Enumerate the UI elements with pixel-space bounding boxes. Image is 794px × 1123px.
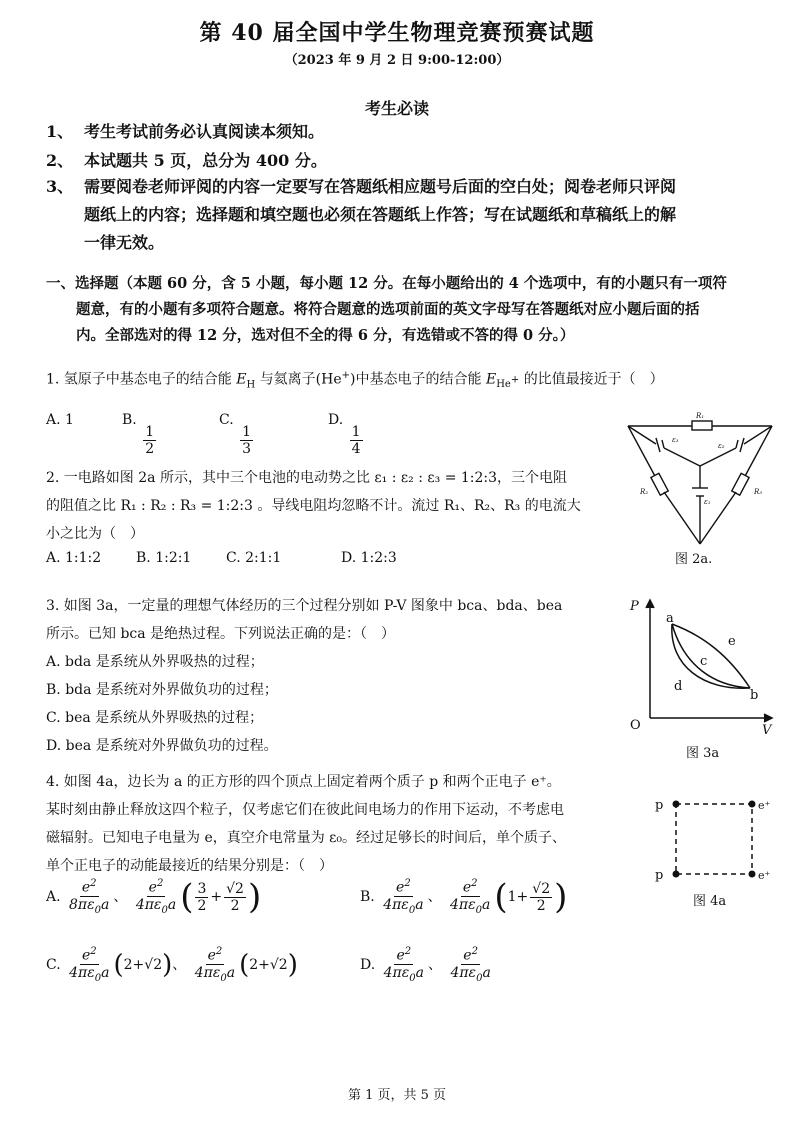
label-e3: ε₃ [672,436,679,444]
section-line: 题意，有的小题有多项符合题意。将符合题意的选项前面的英文字母写在答题纸对应小题后面的括 [76,301,700,318]
curve-d-label: d [674,679,683,694]
label-r2: R₂ [640,488,649,496]
question-1-stem: 1. 氢原子中基态电子的结合能 $E_H$ 与氦离子(He+)中基态电子的结合能 $E_{He^+}$ 的比值最接近于（ ） [46,370,664,391]
axis-p-label: P [630,599,639,614]
option-b: B. bda 是系统对外界做负功的过程； [46,682,278,698]
figure-3a-caption: 图 3a [686,746,720,761]
option-b: B. 1:2:1 [136,550,192,566]
point-b-label: b [750,688,759,703]
question-2-stem: 2. 一电路如图 2a 所示，其中三个电池的电动势之比 ε₁ : ε₂ : ε₃ = 1:2:3，三个电阻 的阻值之比 R₁ : R₂ : R₃ = 1:2:3 。导线电阻均忽略不计。流过 R₁、R₂、R₃ 的电流大 小之比为（ ） [46,470,581,542]
question-4-option-a: A. $\frac{e^2}{8\pi\varepsilon_0a}$ 、 $\frac{e^2}{4\pi\varepsilon_0a}$ ( $\frac{3}{2}$ + $\frac{√2}{2}$ ) [46,877,262,918]
curve-c-label: c [700,654,708,669]
question-4-option-d: D. $\frac{e^2}{4\pi\varepsilon_0a}$ 、 $\frac{e^2}{4\pi\varepsilon_0a}$ [360,946,491,984]
option-c: C. $\frac{1}{3}$ [219,412,252,457]
notice-text: 题纸上的内容；选择题和填空题也必须在答题纸上作答；写在试题纸和草稿纸上的解 [84,205,677,224]
notice-item-2 [46,146,786,175]
question-3-stem: 3. 如图 3a，一定量的理想气体经历的三个过程分别如 P-V 图象中 bca、bda、bea 所示。已知 bca 是绝热过程。下列说法正确的是：（ ） A. bda 是系统从外界吸热的过程； B. bda 是系统对外界做负功的过程； C. bea 是系统从外界吸热的过程； D. bea 是系统对外界做负功的过程。 [46,592,562,760]
option-d: D. 1:2:3 [341,550,397,566]
question-4-stem: 4. 如图 4a，边长为 a 的正方形的四个顶点上固定着两个质子 p 和两个正电子 e⁺。 某时刻由静止释放这四个粒子，仅考虑它们在彼此间电场力的作用下运动，不考虑电 磁辐射。已知电子电量为 e，真空介电常量为 ε₀。经过足够长的时间后，单个质子、 单个正电子的动能最接近的结果分别是：（ ） [46,774,567,874]
figure-2a-caption: 图 2a. [675,552,713,567]
question-4-option-c: C. $\frac{e^2}{4\pi\varepsilon_0a}$ (2+√2)、 $\frac{e^2}{4\pi\varepsilon_0a}$ (2+√2) [46,946,298,984]
option-d: D. bea 是系统对外界做负功的过程。 [46,738,278,754]
question-2-options [46,544,446,572]
question-1-options [46,400,406,457]
option-a: A. 1 [46,412,74,428]
pv-diagram-3a [624,596,774,736]
section-line: 一、选择题（本题 60 分，含 5 小题，每小题 12 分。在每小题给出的 4 个选项中，有的小题只有一项符 [46,275,727,292]
section-instructions [46,271,794,349]
notice-num: 2、 [46,151,74,170]
circuit-diagram-2a [620,408,780,548]
point-a-label: a [666,611,674,626]
axis-v-label: V [762,723,772,736]
positron-label: e⁺ [758,799,771,812]
notice-num: 3、 [46,177,74,196]
option-d: D. $\frac{1}{4}$ [328,412,361,457]
origin-label: O [630,718,641,733]
option-a: A. 1:1:2 [46,550,102,566]
section-line: 内。全部选对的得 12 分，选对但不全的得 6 分，有选错或不答的得 0 分。） [76,327,575,344]
notice-text: 一律无效。 [84,233,165,252]
page-title: 第 40 届全国中学生物理竞赛预赛试题 [199,20,595,46]
label-e1: ε₁ [704,498,711,506]
notice-num: 1、 [46,122,74,141]
notice-item-3 [46,172,794,262]
notice-heading: 考生必读 [364,99,429,118]
notice-text: 本试题共 5 页，总分为 400 分。 [84,151,327,170]
label-e2: ε₂ [718,442,725,450]
label-r1: R₁ [696,412,705,420]
exam-date: （2023 年 9 月 2 日 9:00-12:00） [284,53,510,68]
option-a: A. bda 是系统从外界吸热的过程； [46,654,264,670]
curve-e-label: e [728,634,736,649]
option-c: C. 2:1:1 [226,550,282,566]
page-footer: 第 1 页，共 5 页 [347,1088,447,1103]
label-r3: R₃ [754,488,763,496]
notice-item-1 [46,117,786,146]
notice-text: 需要阅卷老师评阅的内容一定要写在答题纸相应题号后面的空白处；阅卷老师只评阅 [84,177,677,196]
option-c: C. bea 是系统从外界吸热的过程； [46,710,264,726]
proton-label: p [655,868,664,883]
option-b: B. $\frac{1}{2}$ [122,412,155,457]
question-4-option-b: B. $\frac{e^2}{4\pi\varepsilon_0a}$ 、 $\frac{e^2}{4\pi\varepsilon_0a}$ (1+ $\frac{√2}{2}$ ) [360,877,568,918]
notice-text: 考生考试前务必认真阅读本须知。 [84,122,325,141]
figure-4a-caption: 图 4a [693,894,727,909]
charge-square-4a [652,790,782,890]
positron-label: e⁺ [758,869,771,882]
proton-label: p [655,798,664,813]
